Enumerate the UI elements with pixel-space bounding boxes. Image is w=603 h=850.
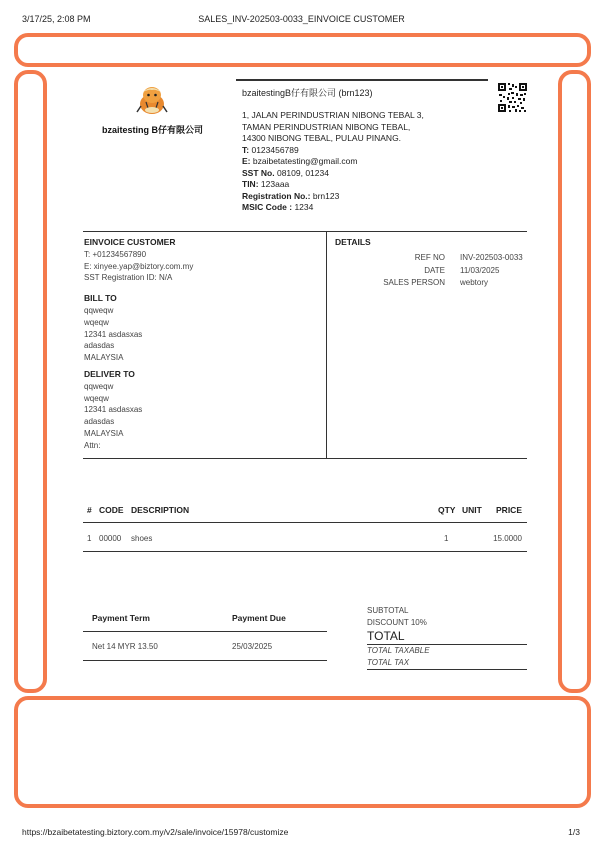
details-values (460, 252, 523, 290)
deliver-to-line: adasdas (84, 417, 115, 427)
ref-no-label: REF NO (414, 253, 445, 262)
col-header-price: PRICE (496, 505, 522, 515)
row-description: shoes (131, 534, 153, 543)
highlight-box-left (14, 70, 47, 693)
total-tax-rule (367, 669, 527, 670)
company-header-name: bzaitestingB仔有限公司 (brn123) (242, 88, 373, 98)
payment-term-header: Payment Term (92, 613, 150, 623)
date-label: DATE (424, 265, 445, 275)
print-page-number: 1/3 (568, 827, 580, 837)
total-label: TOTAL (367, 629, 405, 643)
address-line: TAMAN PERINDUSTRIAN NIBONG TEBAL, (242, 121, 411, 132)
details-title: DETAILS (335, 237, 371, 247)
section-divider (326, 231, 327, 458)
payment-due-value: 25/03/2025 (232, 642, 273, 651)
col-header-code: CODE (99, 505, 124, 515)
discount-label: DISCOUNT 10% (367, 618, 427, 627)
deliver-to-line: Attn: (84, 440, 101, 450)
customer-phone: T: +01234567890 (84, 249, 147, 259)
highlight-box-bottom (14, 696, 591, 808)
print-datetime: 3/17/25, 2:08 PM (22, 14, 91, 24)
subtotal-label: SUBTOTAL (367, 606, 409, 615)
address-line: 14300 NIBONG TEBAL, PULAU PINANG. (242, 133, 402, 143)
deliver-to-line: qqweqw (84, 381, 114, 391)
company-msic: MSIC Code : 1234 (242, 202, 314, 212)
company-phone: T: 0123456789 (242, 144, 299, 155)
payment-header-rule (83, 631, 327, 632)
table-bottom-rule (83, 551, 527, 552)
deliver-to-line: MALAYSIA (84, 428, 124, 438)
company-sst: SST No. 08109, 01234 (242, 167, 329, 178)
qr-code-icon (498, 83, 527, 143)
payment-due-header: Payment Due (232, 613, 286, 623)
payment-bottom-rule (83, 660, 327, 661)
customer-name: EINVOICE CUSTOMER (84, 237, 176, 247)
date-value: 11/03/2025 (460, 265, 500, 275)
col-header-qty: QTY (438, 505, 456, 515)
customer-email: E: xinyee.yap@biztory.com.my (84, 261, 194, 271)
company-logo-name: bzaitesting B仔有限公司 (101, 125, 203, 135)
company-email: E: bzaibetatesting@gmail.com (242, 156, 358, 166)
highlight-box-top (14, 33, 591, 67)
total-tax-label: TOTAL TAX (367, 658, 410, 667)
bill-to-line: adasdas (84, 341, 115, 351)
table-header-rule (83, 522, 527, 523)
deliver-to-line: wqeqw (84, 393, 109, 403)
customer-sst: SST Registration ID: N/A (84, 273, 173, 283)
section-rule-bottom (83, 458, 527, 459)
row-qty: 1 (444, 534, 449, 543)
company-header-rule (236, 79, 488, 81)
deliver-to-label: DELIVER TO (84, 368, 135, 379)
company-address (242, 110, 424, 214)
sales-person-value: webtory (460, 278, 489, 287)
print-title: SALES_INV-202503-0033_EINVOICE CUSTOMER (198, 14, 405, 24)
row-num: 1 (87, 534, 92, 543)
payment-term-value: Net 14 MYR 13.50 (92, 642, 158, 651)
customer-block (84, 237, 193, 452)
address-line: 1, JALAN PERINDUSTRIAN NIBONG TEBAL 3, (242, 110, 424, 120)
bill-to-line: MALAYSIA (84, 353, 124, 363)
bill-to-line: wqeqw (84, 317, 109, 327)
total-rule (367, 644, 527, 645)
row-price: 15.0000 (493, 534, 522, 543)
company-registration: Registration No.: brn123 (242, 190, 340, 201)
highlight-box-right (558, 70, 591, 693)
sales-person-label: SALES PERSON (383, 278, 445, 287)
deliver-to-line: 12341 asdasxas (84, 405, 143, 415)
col-header-unit: UNIT (462, 505, 482, 515)
section-rule-top (83, 231, 527, 232)
print-url: https://bzaibetatesting.biztory.com.my/v2/sale/invoice/15978/customize (22, 827, 289, 837)
ref-no-value: INV-202503-0033 (460, 253, 523, 262)
company-tin: TIN: 123aaa (242, 179, 290, 189)
bill-to-line: qqweqw (84, 305, 114, 315)
bill-to-label: BILL TO (84, 293, 117, 304)
bill-to-line: 12341 asdasxas (84, 329, 143, 339)
col-header-description: DESCRIPTION (131, 505, 190, 515)
total-taxable-label: TOTAL TAXABLE (367, 646, 430, 655)
row-code: 00000 (99, 534, 122, 543)
col-header-num: # (87, 505, 92, 515)
company-logo-icon (133, 84, 171, 116)
details-labels (335, 252, 445, 290)
